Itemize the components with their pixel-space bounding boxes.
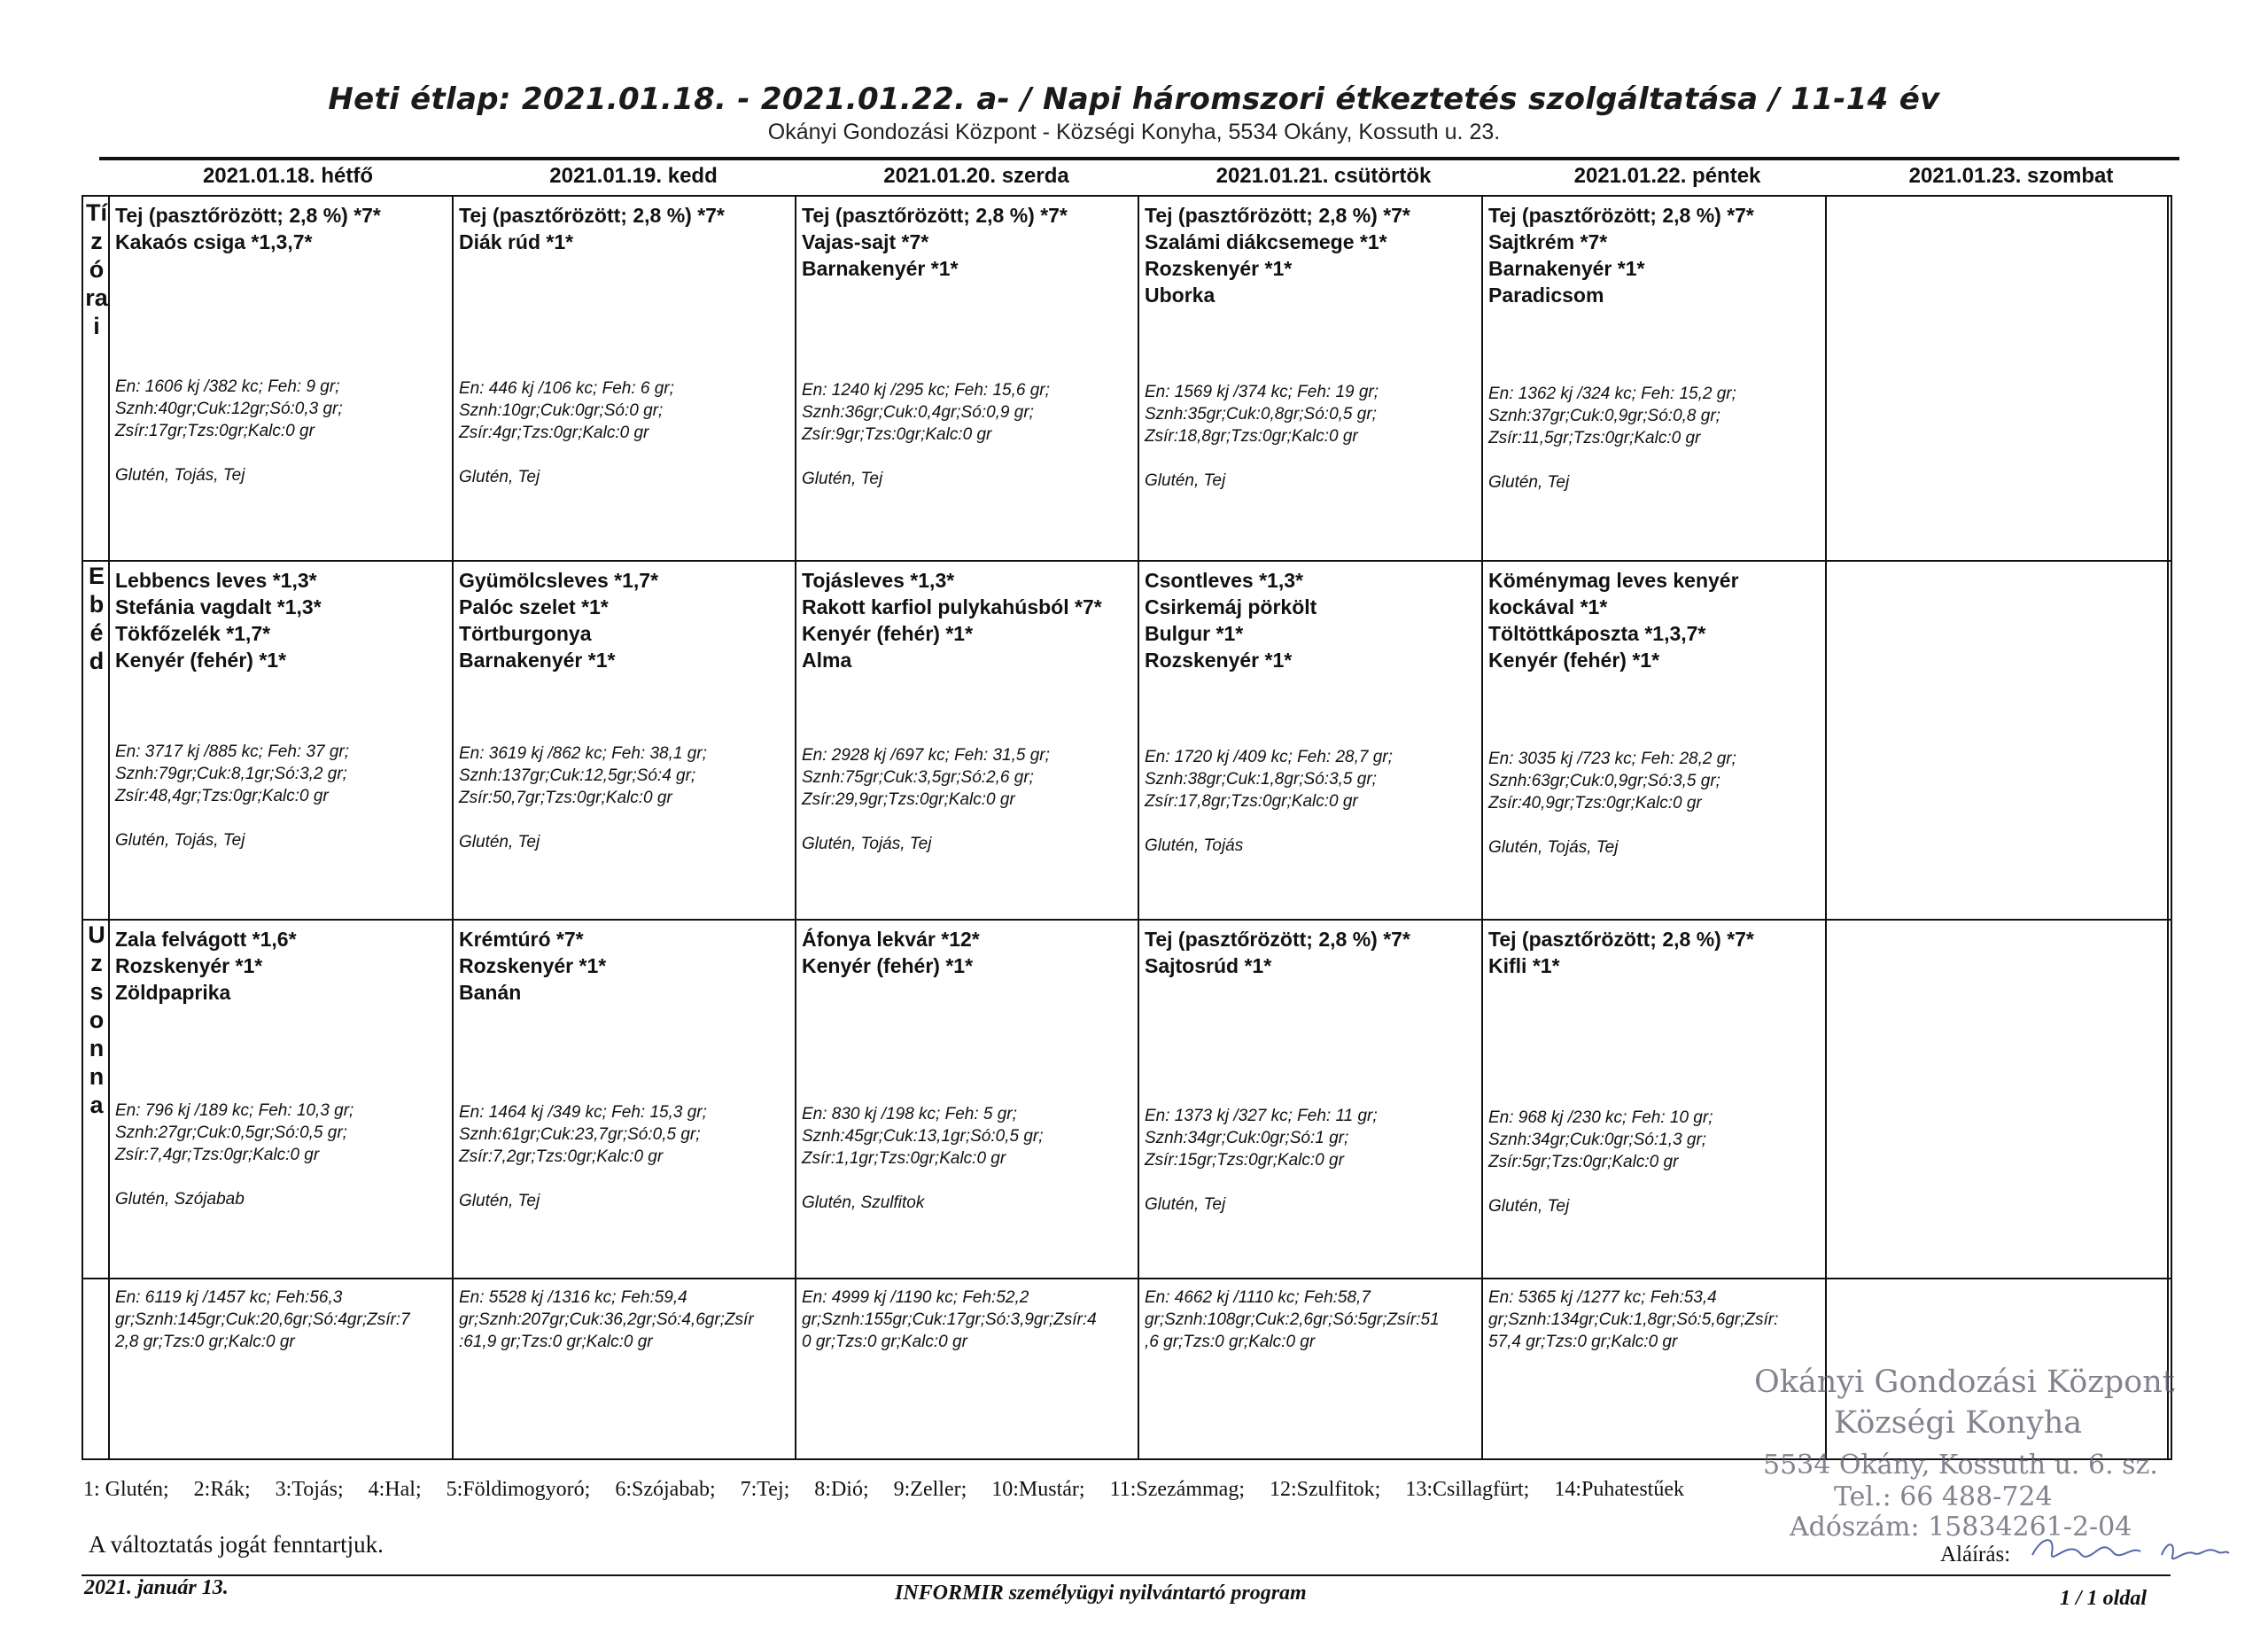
column-divider xyxy=(452,197,454,1458)
meal-items: Lebbencs leves *1,3* Stefánia vagdalt *1,3* Tökfőzelék *1,7* Kenyér (fehér) *1* xyxy=(115,569,322,672)
daily-total: En: 6119 kj /1457 kc; Feh:56,3 gr;Sznh:145gr;Cuk:20,6gr;Só:4gr;Zsír:7 2,8 gr;Tzs:0 gr;Kalc:0 gr xyxy=(115,1288,410,1351)
meal-items: Tej (pasztőrözött; 2,8 %) *7* Sajtosrúd *1* xyxy=(1145,928,1410,977)
allergen-info: Glutén, Tej xyxy=(802,470,883,488)
allergen-info: Glutén, Tojás xyxy=(1145,836,1244,855)
daily-total: En: 4999 kj /1190 kc; Feh:52,2 gr;Sznh:155gr;Cuk:17gr;Só:3,9gr;Zsír:4 0 gr;Tzs:0 gr;Kalc:0 gr xyxy=(802,1288,1097,1351)
nutrition-info: En: 1373 kj /327 kc; Feh: 11 gr; Sznh:34gr;Cuk:0gr;Só:1 gr; Zsír:15gr;Tzs:0gr;Kalc:0 gr xyxy=(1145,1107,1378,1170)
stamp-line: Községi Konyha xyxy=(1834,1405,2083,1441)
allergen-info: Glutén, Szulfitok xyxy=(802,1193,925,1212)
day-header-tuesday: 2021.01.19. kedd xyxy=(549,164,718,188)
legend-item: 2:Rák; xyxy=(193,1478,251,1501)
row-label-ebed: Ebéd xyxy=(88,563,105,674)
nutrition-info: En: 3717 kj /885 kc; Feh: 37 gr; Sznh:79gr;Cuk:8,1gr;Só:3,2 gr; Zsír:48,4gr;Tzs:0gr;Kalc:0 gr xyxy=(115,742,350,805)
disclaimer-note: A változtatás jogát fenntartjuk. xyxy=(89,1531,384,1558)
day-header-thursday: 2021.01.21. csütörtök xyxy=(1216,164,1432,188)
stamp-line: 5534 Okány, Kossuth u. 6. sz. xyxy=(1763,1450,2158,1481)
allergen-info: Glutén, Tej xyxy=(1145,471,1226,490)
daily-total-cell xyxy=(798,1281,1136,1457)
column-divider xyxy=(2167,197,2169,1458)
legend-item: 12:Szulfitok; xyxy=(1269,1478,1381,1501)
menu-cell xyxy=(112,564,450,917)
allergen-info: Glutén, Tej xyxy=(459,468,540,486)
meal-items: Tej (pasztőrözött; 2,8 %) *7* Vajas-sajt *7* Barnakenyér *1* xyxy=(802,204,1068,280)
legend-item: 6:Szójabab; xyxy=(615,1478,716,1501)
meal-items: Csontleves *1,3* Csirkemáj pörkölt Bulgur *1* Rozskenyér *1* xyxy=(1145,569,1317,672)
legend-item: 7:Tej; xyxy=(740,1478,790,1501)
footer-page-number: 1 / 1 oldal xyxy=(2060,1587,2148,1610)
allergen-info: Glutén, Tej xyxy=(459,833,540,851)
row-divider xyxy=(83,919,2171,921)
handwritten-signature xyxy=(2029,1528,2233,1573)
legend-item: 4:Hal; xyxy=(368,1478,422,1501)
menu-cell xyxy=(1141,922,1480,1276)
legend-item: 13:Csillagfürt; xyxy=(1405,1478,1530,1501)
meal-items: Tej (pasztőrözött; 2,8 %) *7* Kakaós csiga *1,3,7* xyxy=(115,204,381,253)
menu-cell xyxy=(455,564,793,917)
day-header-row xyxy=(99,159,2179,195)
nutrition-info: En: 1464 kj /349 kc; Feh: 15,3 gr; Sznh:61gr;Cuk:23,7gr;Só:0,5 gr; Zsír:7,2gr;Tzs:0gr;Kalc:0 gr xyxy=(459,1103,707,1166)
menu-cell xyxy=(798,198,1136,558)
daily-total: En: 5528 kj /1316 kc; Feh:59,4 gr;Sznh:207gr;Cuk:36,2gr;Só:4,6gr;Zsír :61,9 gr;Tzs:0 gr;Kalc:0 gr xyxy=(459,1288,754,1351)
column-divider xyxy=(1138,197,1139,1458)
legend-item: 5:Földimogyoró; xyxy=(446,1478,591,1501)
meal-items: Tej (pasztőrözött; 2,8 %) *7* Diák rúd *1* xyxy=(459,204,725,253)
nutrition-info: En: 968 kj /230 kc; Feh: 10 gr; Sznh:34gr;Cuk:0gr;Só:1,3 gr; Zsír:5gr;Tzs:0gr;Kalc:0 gr xyxy=(1488,1108,1713,1171)
meal-items: Köménymag leves kenyér kockával *1* Töltöttkáposzta *1,3,7* Kenyér (fehér) *1* xyxy=(1488,569,1739,672)
page-subtitle: Okányi Gondozási Központ - Községi Konyha, 5534 Okány, Kossuth u. 23. xyxy=(767,120,1501,144)
legend-item: 11:Szezámmag; xyxy=(1109,1478,1245,1501)
column-divider xyxy=(795,197,796,1458)
menu-cell-empty xyxy=(1829,922,2165,1276)
column-divider xyxy=(108,197,110,1458)
meal-items: Tej (pasztőrözött; 2,8 %) *7* Sajtkrém *7* Barnakenyér *1* Paradicsom xyxy=(1488,204,1754,307)
menu-cell xyxy=(1141,564,1480,917)
daily-total-cell xyxy=(1141,1281,1480,1457)
nutrition-info: En: 3619 kj /862 kc; Feh: 38,1 gr; Sznh:137gr;Cuk:12,5gr;Só:4 gr; Zsír:50,7gr;Tzs:0gr;Kalc:0 gr xyxy=(459,744,707,807)
menu-cell xyxy=(112,198,450,558)
day-header-monday: 2021.01.18. hétfő xyxy=(202,164,374,188)
legend-item: 10:Mustár; xyxy=(991,1478,1085,1501)
menu-cell xyxy=(1141,198,1480,558)
daily-total: En: 5365 kj /1277 kc; Feh:53,4 gr;Sznh:134gr;Cuk:1,8gr;Só:5,6gr;Zsír: 57,4 gr;Tzs:0 gr;Kalc:0 gr xyxy=(1488,1288,1779,1351)
day-header-friday: 2021.01.22. péntek xyxy=(1573,164,1761,188)
menu-cell-empty xyxy=(1829,198,2165,558)
stamp-line: Okányi Gondozási Központ xyxy=(1754,1364,2175,1400)
daily-total: En: 4662 kj /1110 kc; Feh:58,7 gr;Sznh:108gr;Cuk:2,6gr;Só:5gr;Zsír:51 ,6 gr;Tzs:0 gr;Kalc:0 gr xyxy=(1145,1288,1440,1351)
legend-item: 9:Zeller; xyxy=(893,1478,967,1501)
daily-total-cell xyxy=(455,1281,793,1457)
daily-total-cell xyxy=(112,1281,450,1457)
meal-items: Áfonya lekvár *12* Kenyér (fehér) *1* xyxy=(802,928,980,977)
allergen-info: Glutén, Tojás, Tej xyxy=(1488,838,1619,857)
allergen-info: Glutén, Tojás, Tej xyxy=(802,835,932,853)
legend-item: 14:Puhatestűek xyxy=(1554,1478,1684,1501)
menu-cell xyxy=(798,564,1136,917)
meal-items: Zala felvágott *1,6* Rozskenyér *1* Zöldpaprika xyxy=(115,928,297,1004)
nutrition-info: En: 1720 kj /409 kc; Feh: 28,7 gr; Sznh:38gr;Cuk:1,8gr;Só:3,5 gr; Zsír:17,8gr;Tzs:0gr;Kalc:0 gr xyxy=(1145,748,1393,811)
menu-cell xyxy=(1485,564,1823,917)
nutrition-info: En: 2928 kj /697 kc; Feh: 31,5 gr; Sznh:75gr;Cuk:3,5gr;Só:2,6 gr; Zsír:29,9gr;Tzs:0gr;Kalc:0 gr xyxy=(802,746,1050,809)
meal-items: Tej (pasztőrözött; 2,8 %) *7* Kifli *1* xyxy=(1488,928,1754,977)
nutrition-info: En: 1569 kj /374 kc; Feh: 19 gr; Sznh:35gr;Cuk:0,8gr;Só:0,5 gr; Zsír:18,8gr;Tzs:0gr;Kalc:0 gr xyxy=(1145,383,1379,446)
menu-cell xyxy=(455,922,793,1276)
nutrition-info: En: 796 kj /189 kc; Feh: 10,3 gr; Sznh:27gr;Cuk:0,5gr;Só:0,5 gr; Zsír:7,4gr;Tzs:0gr;Kalc:0 gr xyxy=(115,1101,354,1164)
footer-rule xyxy=(82,1574,2171,1576)
row-divider xyxy=(83,560,2171,562)
nutrition-info: En: 1362 kj /324 kc; Feh: 15,2 gr; Sznh:37gr;Cuk:0,9gr;Só:0,8 gr; Zsír:11,5gr;Tzs:0gr;Kalc:0 gr xyxy=(1488,385,1736,447)
legend-item: 1: Glutén; xyxy=(83,1478,169,1501)
meal-items: Tej (pasztőrözött; 2,8 %) *7* Szalámi diákcsemege *1* Rozskenyér *1* Uborka xyxy=(1145,204,1410,307)
menu-cell-empty xyxy=(1829,564,2165,917)
legend-item: 3:Tojás; xyxy=(275,1478,344,1501)
day-header-wednesday: 2021.01.20. szerda xyxy=(883,164,1069,188)
row-label-uzsonna: Uzsonna xyxy=(88,921,105,1118)
day-header-saturday: 2021.01.23. szombat xyxy=(1908,164,2114,188)
allergen-info: Glutén, Tej xyxy=(1145,1195,1226,1214)
signature-label: Aláírás: xyxy=(1940,1543,2011,1566)
allergen-info: Glutén, Szójabab xyxy=(115,1190,245,1209)
nutrition-info: En: 830 kj /198 kc; Feh: 5 gr; Sznh:45gr;Cuk:13,1gr;Só:0,5 gr; Zsír:1,1gr;Tzs:0gr;Kalc:0 gr xyxy=(802,1105,1044,1168)
allergen-info: Glutén, Tej xyxy=(459,1192,540,1210)
page-title: Heti étlap: 2021.01.18. - 2021.01.22. a- / Napi háromszori étkeztetés szolgáltatása / 11-14 év xyxy=(328,82,1940,117)
stamp-line: Adószám: 15834261-2-04 xyxy=(1790,1512,2132,1543)
nutrition-info: En: 1240 kj /295 kc; Feh: 15,6 gr; Sznh:36gr;Cuk:0,4gr;Só:0,9 gr; Zsír:9gr;Tzs:0gr;Kalc:0 gr xyxy=(802,381,1050,444)
nutrition-info: En: 1606 kj /382 kc; Feh: 9 gr; Sznh:40gr;Cuk:12gr;Só:0,3 gr; Zsír:17gr;Tzs:0gr;Kalc:0 gr xyxy=(115,377,343,440)
menu-cell xyxy=(1485,198,1823,558)
allergen-info: Glutén, Tojás, Tej xyxy=(115,831,245,850)
column-divider xyxy=(1825,197,1827,1458)
menu-cell xyxy=(455,198,793,558)
row-label-tizorai: Tízórai xyxy=(85,199,108,339)
footer-program: INFORMIR személyügyi nyilvántartó program xyxy=(895,1582,1307,1605)
menu-cell xyxy=(112,922,450,1276)
menu-table xyxy=(82,195,2172,1460)
legend-item: 8:Dió; xyxy=(814,1478,869,1501)
allergen-info: Glutén, Tojás, Tej xyxy=(115,466,245,485)
row-divider xyxy=(83,1278,2171,1279)
meal-items: Gyümölcsleves *1,7* Palóc szelet *1* Törtburgonya Barnakenyér *1* xyxy=(459,569,659,672)
footer-date: 2021. január 13. xyxy=(84,1576,229,1599)
meal-items: Krémtúró *7* Rozskenyér *1* Banán xyxy=(459,928,607,1004)
menu-cell xyxy=(798,922,1136,1276)
menu-cell xyxy=(1485,922,1823,1276)
nutrition-info: En: 446 kj /106 kc; Feh: 6 gr; Sznh:10gr;Cuk:0gr;Só:0 gr; Zsír:4gr;Tzs:0gr;Kalc:0 gr xyxy=(459,379,674,442)
column-divider xyxy=(1481,197,1483,1458)
allergen-info: Glutén, Tej xyxy=(1488,473,1570,492)
allergen-info: Glutén, Tej xyxy=(1488,1197,1570,1216)
stamp-line: Tel.: 66 488-724 xyxy=(1834,1481,2053,1512)
nutrition-info: En: 3035 kj /723 kc; Feh: 28,2 gr; Sznh:63gr;Cuk:0,9gr;Só:3,5 gr; Zsír:40,9gr;Tzs:0gr;Kalc:0 gr xyxy=(1488,750,1736,812)
meal-items: Tojásleves *1,3* Rakott karfiol pulykahúsból *7* Kenyér (fehér) *1* Alma xyxy=(802,569,1102,672)
